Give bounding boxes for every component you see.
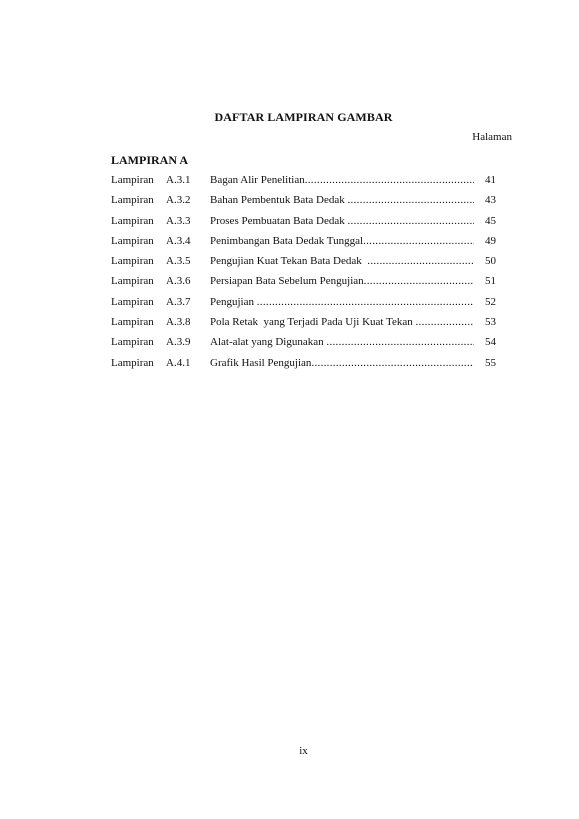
dot-leader bbox=[305, 170, 474, 190]
entry-prefix: Lampiran bbox=[111, 336, 154, 349]
dot-leader bbox=[311, 353, 474, 373]
entry-code: A.3.6 bbox=[166, 275, 191, 288]
entry-page-number: 52 bbox=[485, 295, 496, 308]
entry-page-number: 55 bbox=[485, 356, 496, 369]
dot-leader bbox=[257, 292, 474, 312]
dot-leader bbox=[364, 271, 474, 291]
entry-code: A.3.7 bbox=[166, 295, 191, 308]
page-column-label: Halaman bbox=[472, 131, 512, 143]
entry-title: Pengujian bbox=[210, 295, 257, 308]
appendix-list bbox=[111, 170, 496, 373]
entry-title: Bahan Pembentuk Bata Dedak bbox=[210, 194, 348, 207]
dot-leader bbox=[367, 251, 474, 271]
entry-prefix: Lampiran bbox=[111, 275, 154, 288]
entry-page-number: 45 bbox=[485, 214, 496, 227]
list-item bbox=[111, 211, 496, 231]
list-item bbox=[111, 353, 496, 373]
entry-title: Alat-alat yang Digunakan bbox=[210, 336, 327, 349]
entry-code: A.3.4 bbox=[166, 234, 191, 247]
dot-leader bbox=[363, 231, 474, 251]
entry-prefix: Lampiran bbox=[111, 295, 154, 308]
entry-prefix: Lampiran bbox=[111, 356, 154, 369]
section-heading: LAMPIRAN A bbox=[111, 153, 188, 167]
entry-page-number: 43 bbox=[485, 194, 496, 207]
list-item bbox=[111, 231, 496, 251]
entry-code: A.3.8 bbox=[166, 316, 191, 329]
entry-code: A.4.1 bbox=[166, 356, 191, 369]
entry-page-number: 51 bbox=[485, 275, 496, 288]
entry-title: Persiapan Bata Sebelum Pengujian bbox=[210, 275, 364, 288]
entry-prefix: Lampiran bbox=[111, 214, 154, 227]
entry-page-number: 49 bbox=[485, 234, 496, 247]
entry-title: Bagan Alir Penelitian bbox=[210, 174, 305, 186]
entry-code: A.3.5 bbox=[166, 255, 191, 268]
page-number: ix bbox=[299, 745, 308, 757]
entry-title: Penimbangan Bata Dedak Tunggal bbox=[210, 234, 364, 247]
entry-prefix: Lampiran bbox=[111, 174, 154, 186]
entry-title: Grafik Hasil Pengujian bbox=[210, 356, 312, 369]
entry-prefix: Lampiran bbox=[111, 234, 154, 247]
entry-page-number: 54 bbox=[485, 336, 496, 349]
dot-leader bbox=[326, 332, 474, 352]
list-item bbox=[111, 271, 496, 291]
entry-prefix: Lampiran bbox=[111, 194, 154, 207]
entry-prefix: Lampiran bbox=[111, 255, 154, 268]
entry-code: A.3.9 bbox=[166, 336, 191, 349]
entry-code: A.3.3 bbox=[166, 214, 191, 227]
dot-leader bbox=[347, 190, 474, 210]
entry-title: Pengujian Kuat Tekan Bata Dedak bbox=[210, 255, 368, 268]
entry-page-number: 53 bbox=[485, 316, 496, 329]
list-item bbox=[111, 170, 496, 190]
list-item bbox=[111, 251, 496, 271]
entry-title: Pola Retak yang Terjadi Pada Uji Kuat Tekan bbox=[210, 316, 416, 329]
entry-prefix: Lampiran bbox=[111, 316, 154, 329]
entry-code: A.3.1 bbox=[166, 174, 191, 186]
list-item bbox=[111, 292, 496, 312]
entry-page-number: 50 bbox=[485, 255, 496, 268]
dot-leader bbox=[415, 312, 474, 332]
dot-leader bbox=[347, 211, 474, 231]
entry-page-number: 41 bbox=[485, 174, 496, 186]
entry-code: A.3.2 bbox=[166, 194, 191, 207]
list-item bbox=[111, 332, 496, 352]
list-item bbox=[111, 312, 496, 332]
page-title: DAFTAR LAMPIRAN GAMBAR bbox=[214, 110, 393, 124]
entry-title: Proses Pembuatan Bata Dedak bbox=[210, 214, 348, 227]
list-item bbox=[111, 190, 496, 210]
